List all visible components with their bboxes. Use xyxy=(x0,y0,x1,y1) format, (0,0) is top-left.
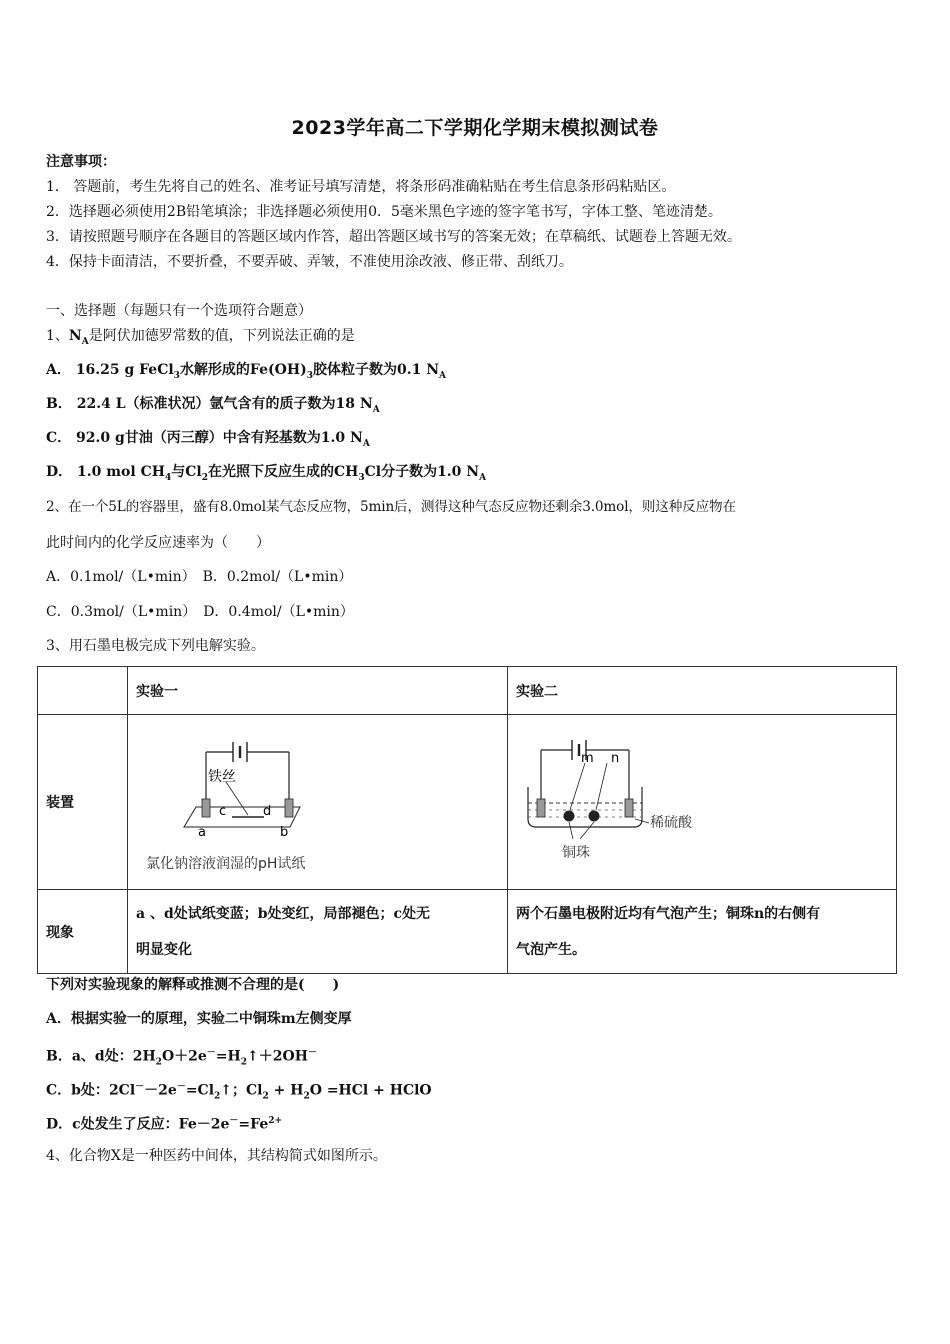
q2-options-row2: C．0.3mol/（L•min） D．0.4mol/（L•min） xyxy=(46,604,354,620)
electrolysis-acid-figure xyxy=(508,715,896,885)
label-m: m xyxy=(581,751,594,766)
device-figure-2 xyxy=(508,715,897,890)
header-experiment-1: 实验一 xyxy=(128,667,508,715)
table-corner xyxy=(38,667,128,715)
graphite-electrode-icon xyxy=(285,799,293,817)
q3-ask: 下列对实验现象的解释或推测不合理的是( ) xyxy=(46,977,340,993)
section-heading: 一、选择题（每题只有一个选项符合题意） xyxy=(46,303,312,319)
q3-stem: 3、用石墨电极完成下列电解实验。 xyxy=(46,638,265,654)
label-d: d xyxy=(263,804,272,819)
q1-option-d: D． 1.0 mol $CH_4$与$Cl_2$在光照下反应生成的$CH_3Cl$分子数为1.0 $N_A$ xyxy=(46,464,487,483)
device-figure-1 xyxy=(128,715,508,890)
notice-item-2: 2．选择题必须使用2B铅笔填涂；非选择题必须使用0．5毫米黑色字迹的签字笔书写，字体工整、笔迹清楚。 xyxy=(46,204,722,220)
figure-1-caption: 氯化钠溶液润湿的pH试纸 xyxy=(146,856,306,872)
q4-stem: 4、化合物X是一种医药中间体，其结构简式如图所示。 xyxy=(46,1148,387,1164)
q3-option-b: B．a、d处：$2H_2O+2e^-=H_2↑+2OH^-$ xyxy=(46,1048,317,1068)
graphite-electrode-icon xyxy=(537,799,545,817)
electrolysis-ph-paper-figure xyxy=(128,715,506,885)
label-iron-wire: 铁丝 xyxy=(208,769,237,785)
notice-heading: 注意事项： xyxy=(46,154,116,170)
q3-option-c: C．b处：$2Cl^--2e^-=Cl_2↑$；$Cl_2 + H_2O =HCl$ + HClO xyxy=(46,1082,432,1102)
q1-option-a: A． 16.25 g FeCl$_3$水解形成的$Fe(OH)_3$胶体粒子数为0.1 $N_A$ xyxy=(46,362,446,381)
copper-bead-m xyxy=(564,811,575,822)
label-b: b xyxy=(280,825,289,840)
graphite-electrode-icon xyxy=(202,799,210,817)
label-c: c xyxy=(219,804,227,819)
q1-option-b: B． 22.4 L（标准状况）氩气含有的质子数为18 $N_A$ xyxy=(46,396,380,415)
label-a: a xyxy=(198,825,206,840)
label-dilute-sulfuric-acid: 稀硫酸 xyxy=(650,815,692,831)
header-experiment-2: 实验二 xyxy=(508,667,897,715)
q1-option-c: C． 92.0 g甘油（丙三醇）中含有羟基数为1.0 $N_A$ xyxy=(46,430,370,449)
q3-option-d: D．c处发生了反应：$Fe-2e^-=Fe^{2+}$ xyxy=(46,1116,283,1133)
q2-stem-line2: 此时间内的化学反应速率为（ ） xyxy=(46,535,270,551)
notice-item-4: 4．保持卡面清洁，不要折叠，不要弄破、弄皱，不准使用涂改液、修正带、刮纸刀。 xyxy=(46,254,573,270)
exam-title: 2023学年高二下学期化学期末模拟测试卷 xyxy=(291,117,659,139)
notice-item-1: 1． 答题前，考生先将自己的姓名、准考证号填写清楚，将条形码准确粘贴在考生信息条形码粘贴区。 xyxy=(46,179,676,195)
q2-options-row1: A．0.1mol/（L•min） B．0.2mol/（L•min） xyxy=(46,569,353,585)
notice-item-3: 3．请按照题号顺序在各题目的答题区域内作答，超出答题区域书写的答案无效；在草稿纸、试题卷上答题无效。 xyxy=(46,229,741,245)
phenomenon-experiment-2: 两个石墨电极附近均有气泡产生；铜珠n的右侧有 气泡产生。 xyxy=(508,890,897,974)
copper-bead-n xyxy=(589,811,600,822)
graphite-electrode-icon xyxy=(625,799,633,817)
q2-stem-line1: 2、在一个5L的容器里，盛有8.0mol某气态反应物，5min后，测得这种气态反应物还剩余3.0mol，则这种反应物在 xyxy=(46,499,736,515)
label-copper-bead: 铜珠 xyxy=(562,845,590,861)
label-n: n xyxy=(611,751,620,766)
phenomenon-experiment-1: a 、d处试纸变蓝；b处变红，局部褪色；c处无 明显变化 xyxy=(128,890,508,974)
q3-option-a: A．根据实验一的原理，实验二中铜珠m左侧变厚 xyxy=(46,1011,352,1027)
row-label-device: 装置 xyxy=(38,715,128,890)
experiment-table xyxy=(37,666,897,974)
q1-stem: 1、$N_A$是阿伏加德罗常数的值，下列说法正确的是 xyxy=(46,328,355,347)
row-label-phenomenon: 现象 xyxy=(38,890,128,974)
